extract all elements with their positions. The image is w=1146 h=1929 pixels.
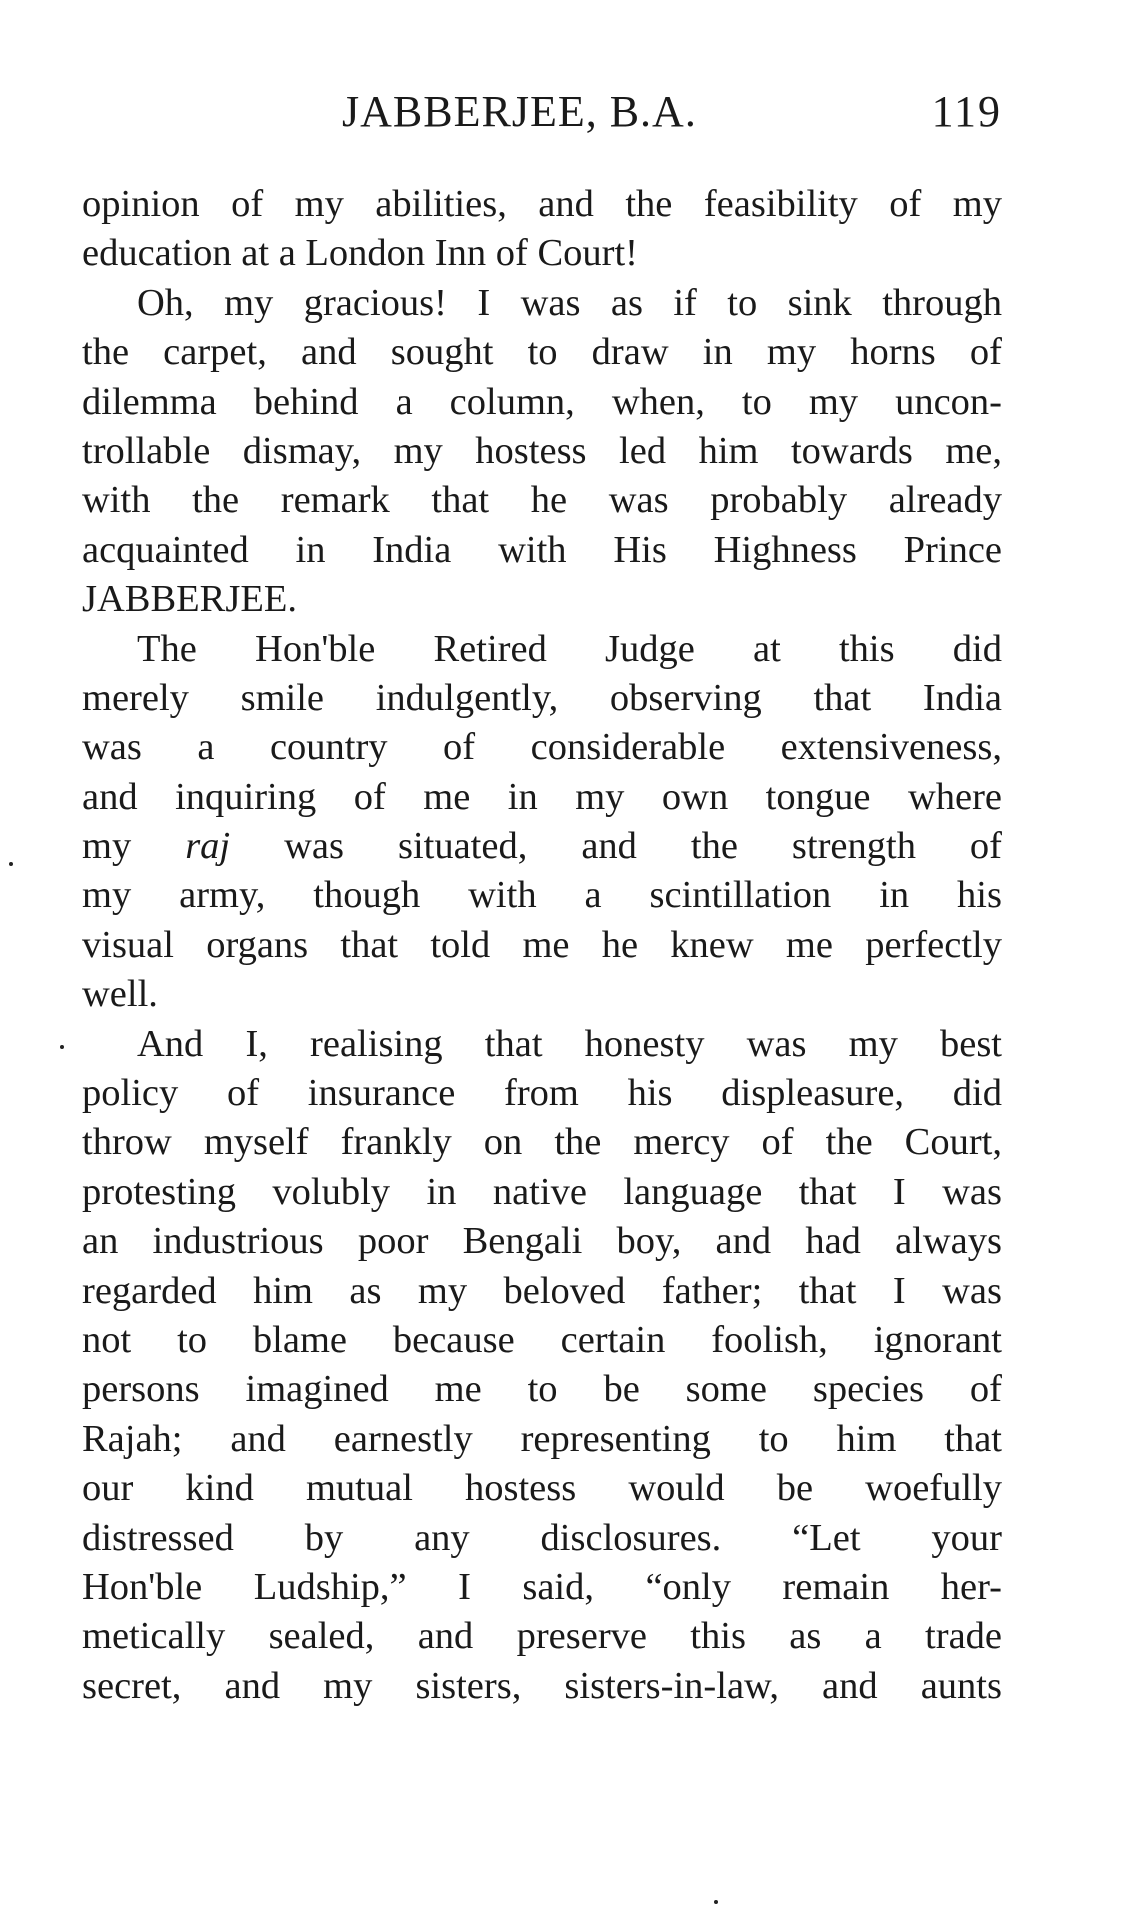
text-line: well. (82, 973, 158, 1016)
text-line: and inquiring of me in my own tongue where (82, 775, 1002, 818)
running-head (82, 86, 1002, 146)
scan-speck (714, 1900, 718, 1904)
text-line: my raj was situated, and the strength of (82, 825, 1002, 868)
text-line: not to blame because certain foolish, ignorant (82, 1318, 1002, 1361)
body-text (82, 180, 1002, 1711)
text-line: persons imagined me to be some species of (82, 1368, 1002, 1411)
page-number: 119 (931, 87, 1002, 136)
text-line: our kind mutual hostess would be woefully (82, 1467, 1002, 1510)
italic-word: raj (185, 825, 231, 868)
text-line: secret, and my sisters, sisters-in-law, and aunts (82, 1664, 1002, 1707)
text-line: with the remark that he was probably already (82, 479, 1002, 522)
text-line: an industrious poor Bengali boy, and had always (82, 1220, 1002, 1263)
running-title: JABBERJEE, B.A. (342, 87, 697, 136)
text-line: throw myself frankly on the mercy of the Court, (82, 1121, 1002, 1164)
text-line: metically sealed, and preserve this as a trade (82, 1615, 1002, 1658)
text-line: dilemma behind a column, when, to my uncon- (82, 380, 1002, 423)
text-line: opinion of my abilities, and the feasibility of my (82, 183, 1002, 225)
paragraph-first-line: The Hon'ble Retired Judge at this did (137, 627, 1002, 670)
scan-speck (9, 862, 13, 866)
text-line: merely smile indulgently, observing that India (82, 676, 1002, 719)
text-line: my army, though with a scintillation in his (82, 874, 1002, 917)
text-line: Hon'ble Ludship,” I said, “only remain her- (82, 1565, 1002, 1608)
text-line: protesting volubly in native language that I was (82, 1170, 1002, 1213)
text-line: visual organs that told me he knew me perfectly (82, 923, 1002, 966)
paragraph-first-line: Oh, my gracious! I was as if to sink through (137, 281, 1002, 324)
text-line: policy of insurance from his displeasure, did (82, 1072, 1002, 1115)
text-line: the carpet, and sought to draw in my horns of (82, 331, 1002, 374)
text-line: trollable dismay, my hostess led him towards me, (82, 429, 1002, 472)
text-line: education at a London Inn of Court! (82, 232, 638, 275)
paragraph-first-line: And I, realising that honesty was my best (137, 1022, 1002, 1065)
text-line: distressed by any disclosures. “Let your (82, 1516, 1002, 1559)
text-line: regarded him as my beloved father; that I was (82, 1269, 1002, 1312)
scan-speck (60, 1045, 64, 1049)
text-line: Rajah; and earnestly representing to him that (82, 1417, 1002, 1460)
text-line: JABBERJEE. (82, 578, 297, 621)
text-line: was a country of considerable extensiveness, (82, 726, 1002, 769)
text-line: acquainted in India with His Highness Prince (82, 528, 1002, 571)
